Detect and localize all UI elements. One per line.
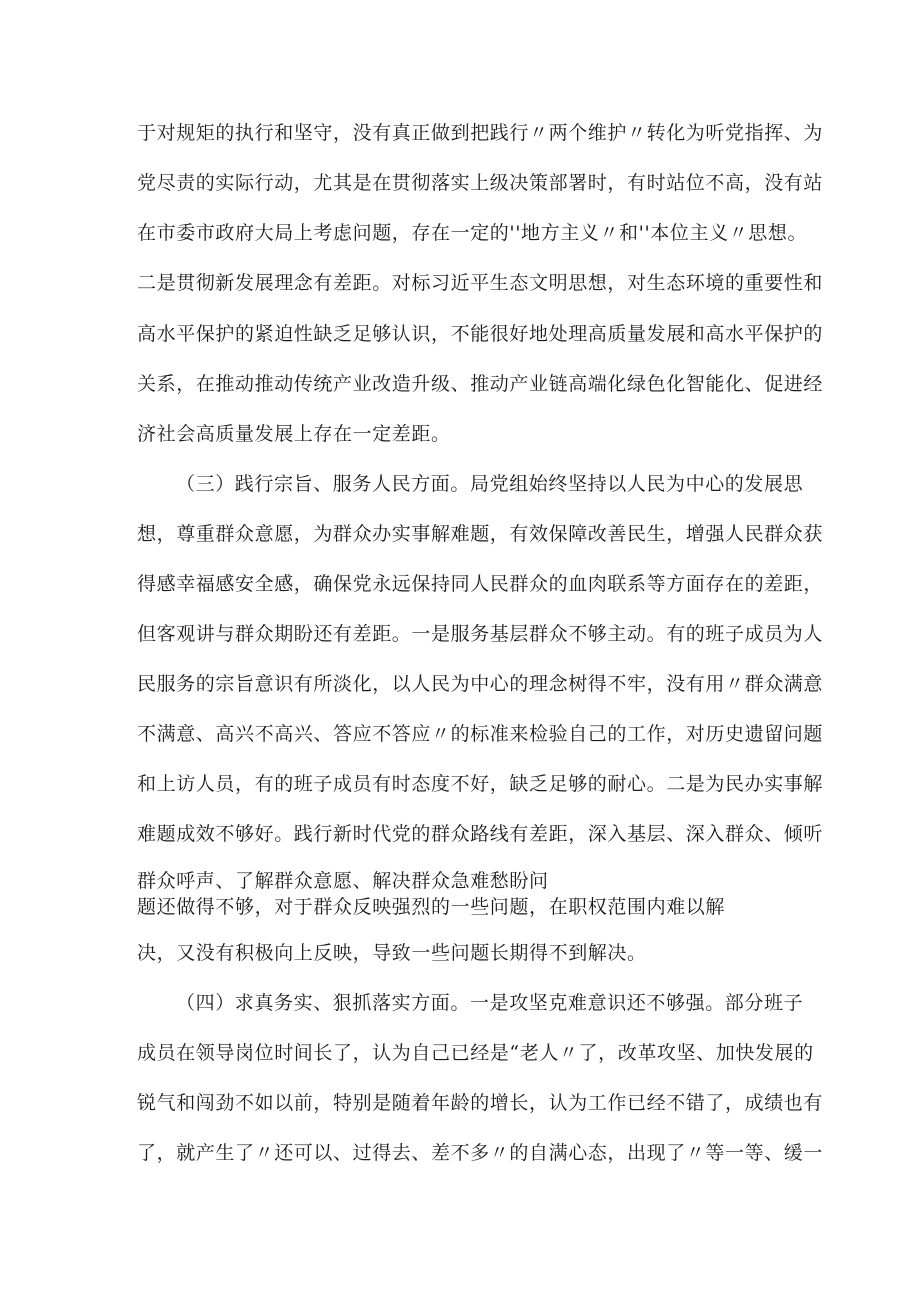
section-heading-3: （三）践行宗旨、服务人民方面。局党组始终坚持以人民为中心的发展思	[176, 473, 804, 495]
text-line: 但客观讲与群众期盼还有差距。一是服务基层群众不够主动。有的班子成员为人	[137, 623, 824, 645]
text-line: 在市委市政府大局上考虑问题，存在一定的''地方主义〃和''本位主义〃思想。	[137, 222, 808, 244]
text-line: 和上访人员，有的班子成员有时态度不好，缺乏足够的耐心。二是为民办实事解	[137, 773, 824, 795]
text-line: 群众呼声、了解群众意愿、解决群众急难愁盼问	[137, 870, 549, 892]
section-heading-4: （四）求真务实、狠抓落实方面。一是攻坚克难意识还不够强。部分班子	[176, 992, 804, 1014]
text-line: 决，又没有积极向上反映，导致一些问题长期得不到解决。	[137, 942, 647, 964]
text-line: 了，就产生了〃还可以、过得去、差不多〃的自满心态，出现了〃等一等、缓一	[137, 1142, 824, 1164]
text-line: 党尽责的实际行动，尤其是在贯彻落实上级决策部署时，有时站位不高，没有站	[137, 172, 824, 194]
text-line: 难题成效不够好。践行新时代党的群众路线有差距，深入基层、深入群众、倾听	[137, 823, 824, 845]
text-line: 于对规矩的执行和坚守，没有真正做到把践行〃两个维护〃转化为听党指挥、为	[137, 122, 824, 144]
text-line: 不满意、高兴不高兴、答应不答应〃的标准来检验自己的工作，对历史遗留问题	[137, 723, 824, 745]
text-line: 得感幸福感安全感，确保党永远保持同人民群众的血肉联系等方面存在的差距，	[137, 573, 824, 595]
text-line: 济社会高质量发展上存在一定差距。	[137, 423, 451, 445]
text-line: 锐气和闯劲不如以前，特别是随着年龄的增长，认为工作已经不错了，成绩也有	[137, 1092, 824, 1114]
text-line: 民服务的宗旨意识有所淡化，以人民为中心的理念树得不牢，没有用〃群众满意	[137, 673, 824, 695]
text-line: 成员在领导岗位时间长了，认为自己已经是“老人〃了，改革攻坚、加快发展的	[137, 1042, 814, 1064]
text-line: 想，尊重群众意愿，为群众办实事解难题，有效保障改善民生，增强人民群众获	[137, 523, 824, 545]
text-line: 关系，在推动推动传统产业改造升级、推动产业链高端化绿色化智能化、促进经	[137, 373, 824, 395]
text-line: 二是贯彻新发展理念有差距。对标习近平生态文明思想，对生态环境的重要性和	[137, 272, 824, 294]
text-line: 题还做得不够，对于群众反映强烈的一些问题，在职权范围内难以解	[137, 896, 726, 918]
text-line: 高水平保护的紧迫性缺乏足够认识，不能很好地处理高质量发展和高水平保护的	[137, 323, 824, 345]
